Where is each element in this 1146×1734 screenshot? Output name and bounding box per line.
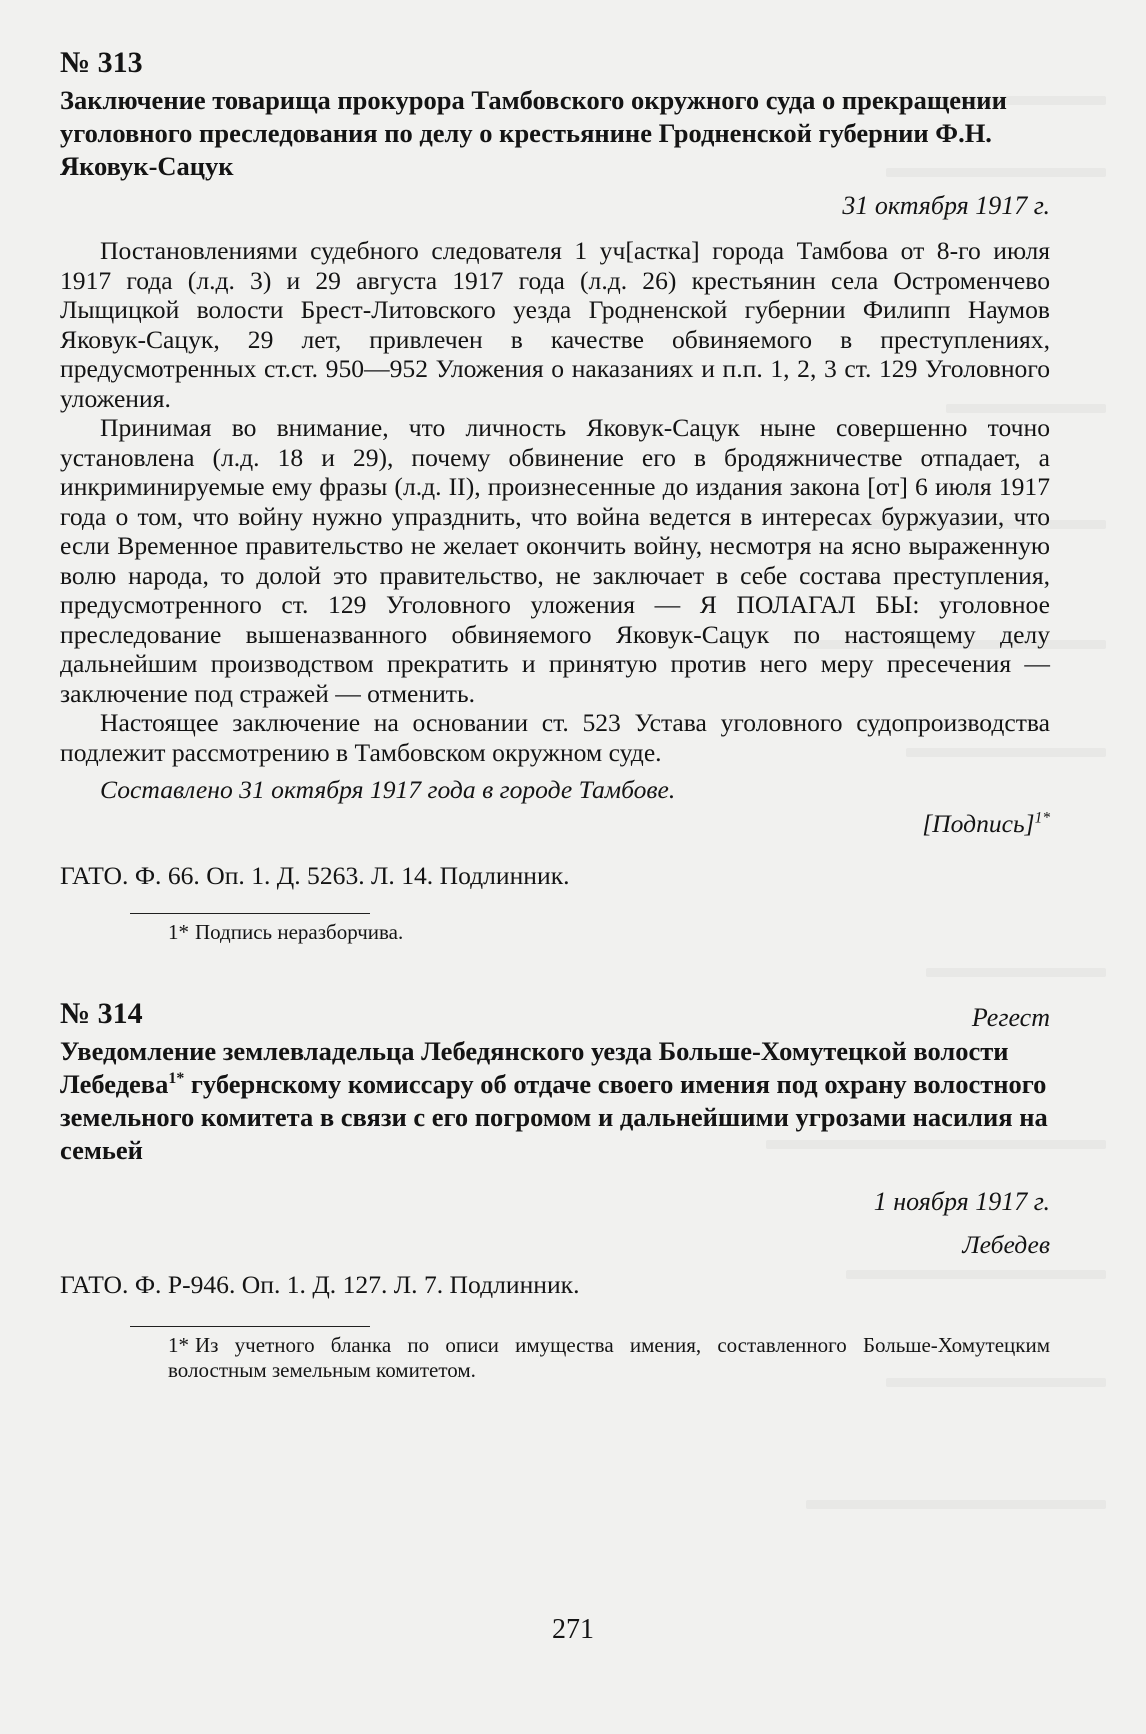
page-content bbox=[60, 44, 1050, 1383]
document-author: Лебедев bbox=[962, 1230, 1050, 1259]
regest-label: Регест bbox=[971, 1003, 1050, 1032]
footnote-reference: 1* bbox=[168, 1070, 185, 1088]
compiled-note: Составлено 31 октября 1917 года в городе Тамбове. bbox=[100, 775, 676, 804]
footnote-divider bbox=[130, 1326, 370, 1327]
document-date: 31 октября 1917 г. bbox=[842, 191, 1050, 220]
signature-text: [Подпись] bbox=[922, 809, 1035, 838]
document-313 bbox=[60, 44, 1050, 945]
body-paragraph: Постановлениями судебного следователя 1 уч[астка] города Тамбова от 8-го июля 1917 года (л.д. 3) и 29 августа 1917 года (л.д. 26) крестьянин села Остроменчево Лыщицкой волости Брест-Литовского уезда Гродненской губернии Филипп Наумов Яковук-Сацук, 29 лет, привлечен в качестве обвиняемого в преступлениях, предусмотренных ст.ст. 950—952 Уложения о наказаниях и п.п. 1, 2, 3 ст. 129 Уголовного уложения. bbox=[60, 236, 1050, 413]
archive-reference: ГАТО. Ф. Р-946. Оп. 1. Д. 127. Л. 7. Подлинник. bbox=[60, 1270, 580, 1299]
title-part: Уведомление землевладельца Лебедянского уезда Больше-Хомутецкой волости Лебедева bbox=[60, 1036, 1009, 1099]
footnote bbox=[168, 1333, 1050, 1383]
footnote-mark: 1* bbox=[168, 920, 189, 944]
document-number: № 313 bbox=[60, 46, 143, 79]
document-title: Заключение товарища прокурора Тамбовского окружного суда о прекращении уголовного преследования по делу о крестьянине Гродненской губернии Ф.Н. Яковук-Сацук bbox=[60, 85, 1007, 181]
document-title bbox=[60, 1035, 1050, 1167]
page-number: 271 bbox=[552, 1614, 594, 1645]
document-314 bbox=[60, 995, 1050, 1383]
document-date: 1 ноября 1917 г. bbox=[873, 1187, 1050, 1216]
title-part: губернскому комиссару об отдаче своего имения под охрану волостного земельного комитета в связи с его погромом и дальнейшими угрозами насилия на семьей bbox=[60, 1069, 1048, 1165]
footnote-mark: 1* bbox=[168, 1333, 189, 1357]
document-header-row bbox=[60, 995, 1050, 1033]
body-paragraph: Настоящее заключение на основании ст. 523 Устава уголовного судопроизводства подлежит рассмотрению в Тамбовском окружном суде. bbox=[60, 708, 1050, 767]
document-number: № 314 bbox=[60, 997, 143, 1030]
footnote-divider bbox=[130, 913, 370, 914]
signature-line bbox=[60, 809, 1050, 839]
footnote bbox=[168, 920, 1050, 945]
body-paragraph: Принимая во внимание, что личность Яковук-Сацук ныне совершенно точно установлена (л.д. 18 и 29), почему обвинение его в бродяжничестве отпадает, а инкриминируемые ему фразы (л.д. II), произнесенные до издания закона [от] 6 июля 1917 года о том, что войну нужно упразднить, что война ведется в интересах буржуазии, что если Временное правительство не желает окончить войну, несмотря на ясно выраженную волю народа, то долой это правительство, не заключает в себе состава преступления, предусмотренного ст. 129 Уголовного уложения — Я ПОЛАГАЛ БЫ: уголовное преследование вышеназванного обвиняемого Яковук-Сацук по настоящему делу дальнейшим производством прекратить и принятую против него меру пресечения — заключение под стражей — отменить. bbox=[60, 413, 1050, 708]
footnote-text: Подпись неразборчива. bbox=[195, 920, 404, 944]
archive-reference: ГАТО. Ф. 66. Оп. 1. Д. 5263. Л. 14. Подлинник. bbox=[60, 861, 570, 890]
footnote-reference: 1* bbox=[1034, 809, 1050, 827]
footnote-text: Из учетного бланка по описи имущества имения, составленного Больше-Хомутецким волостным земельным комитетом. bbox=[168, 1333, 1050, 1382]
